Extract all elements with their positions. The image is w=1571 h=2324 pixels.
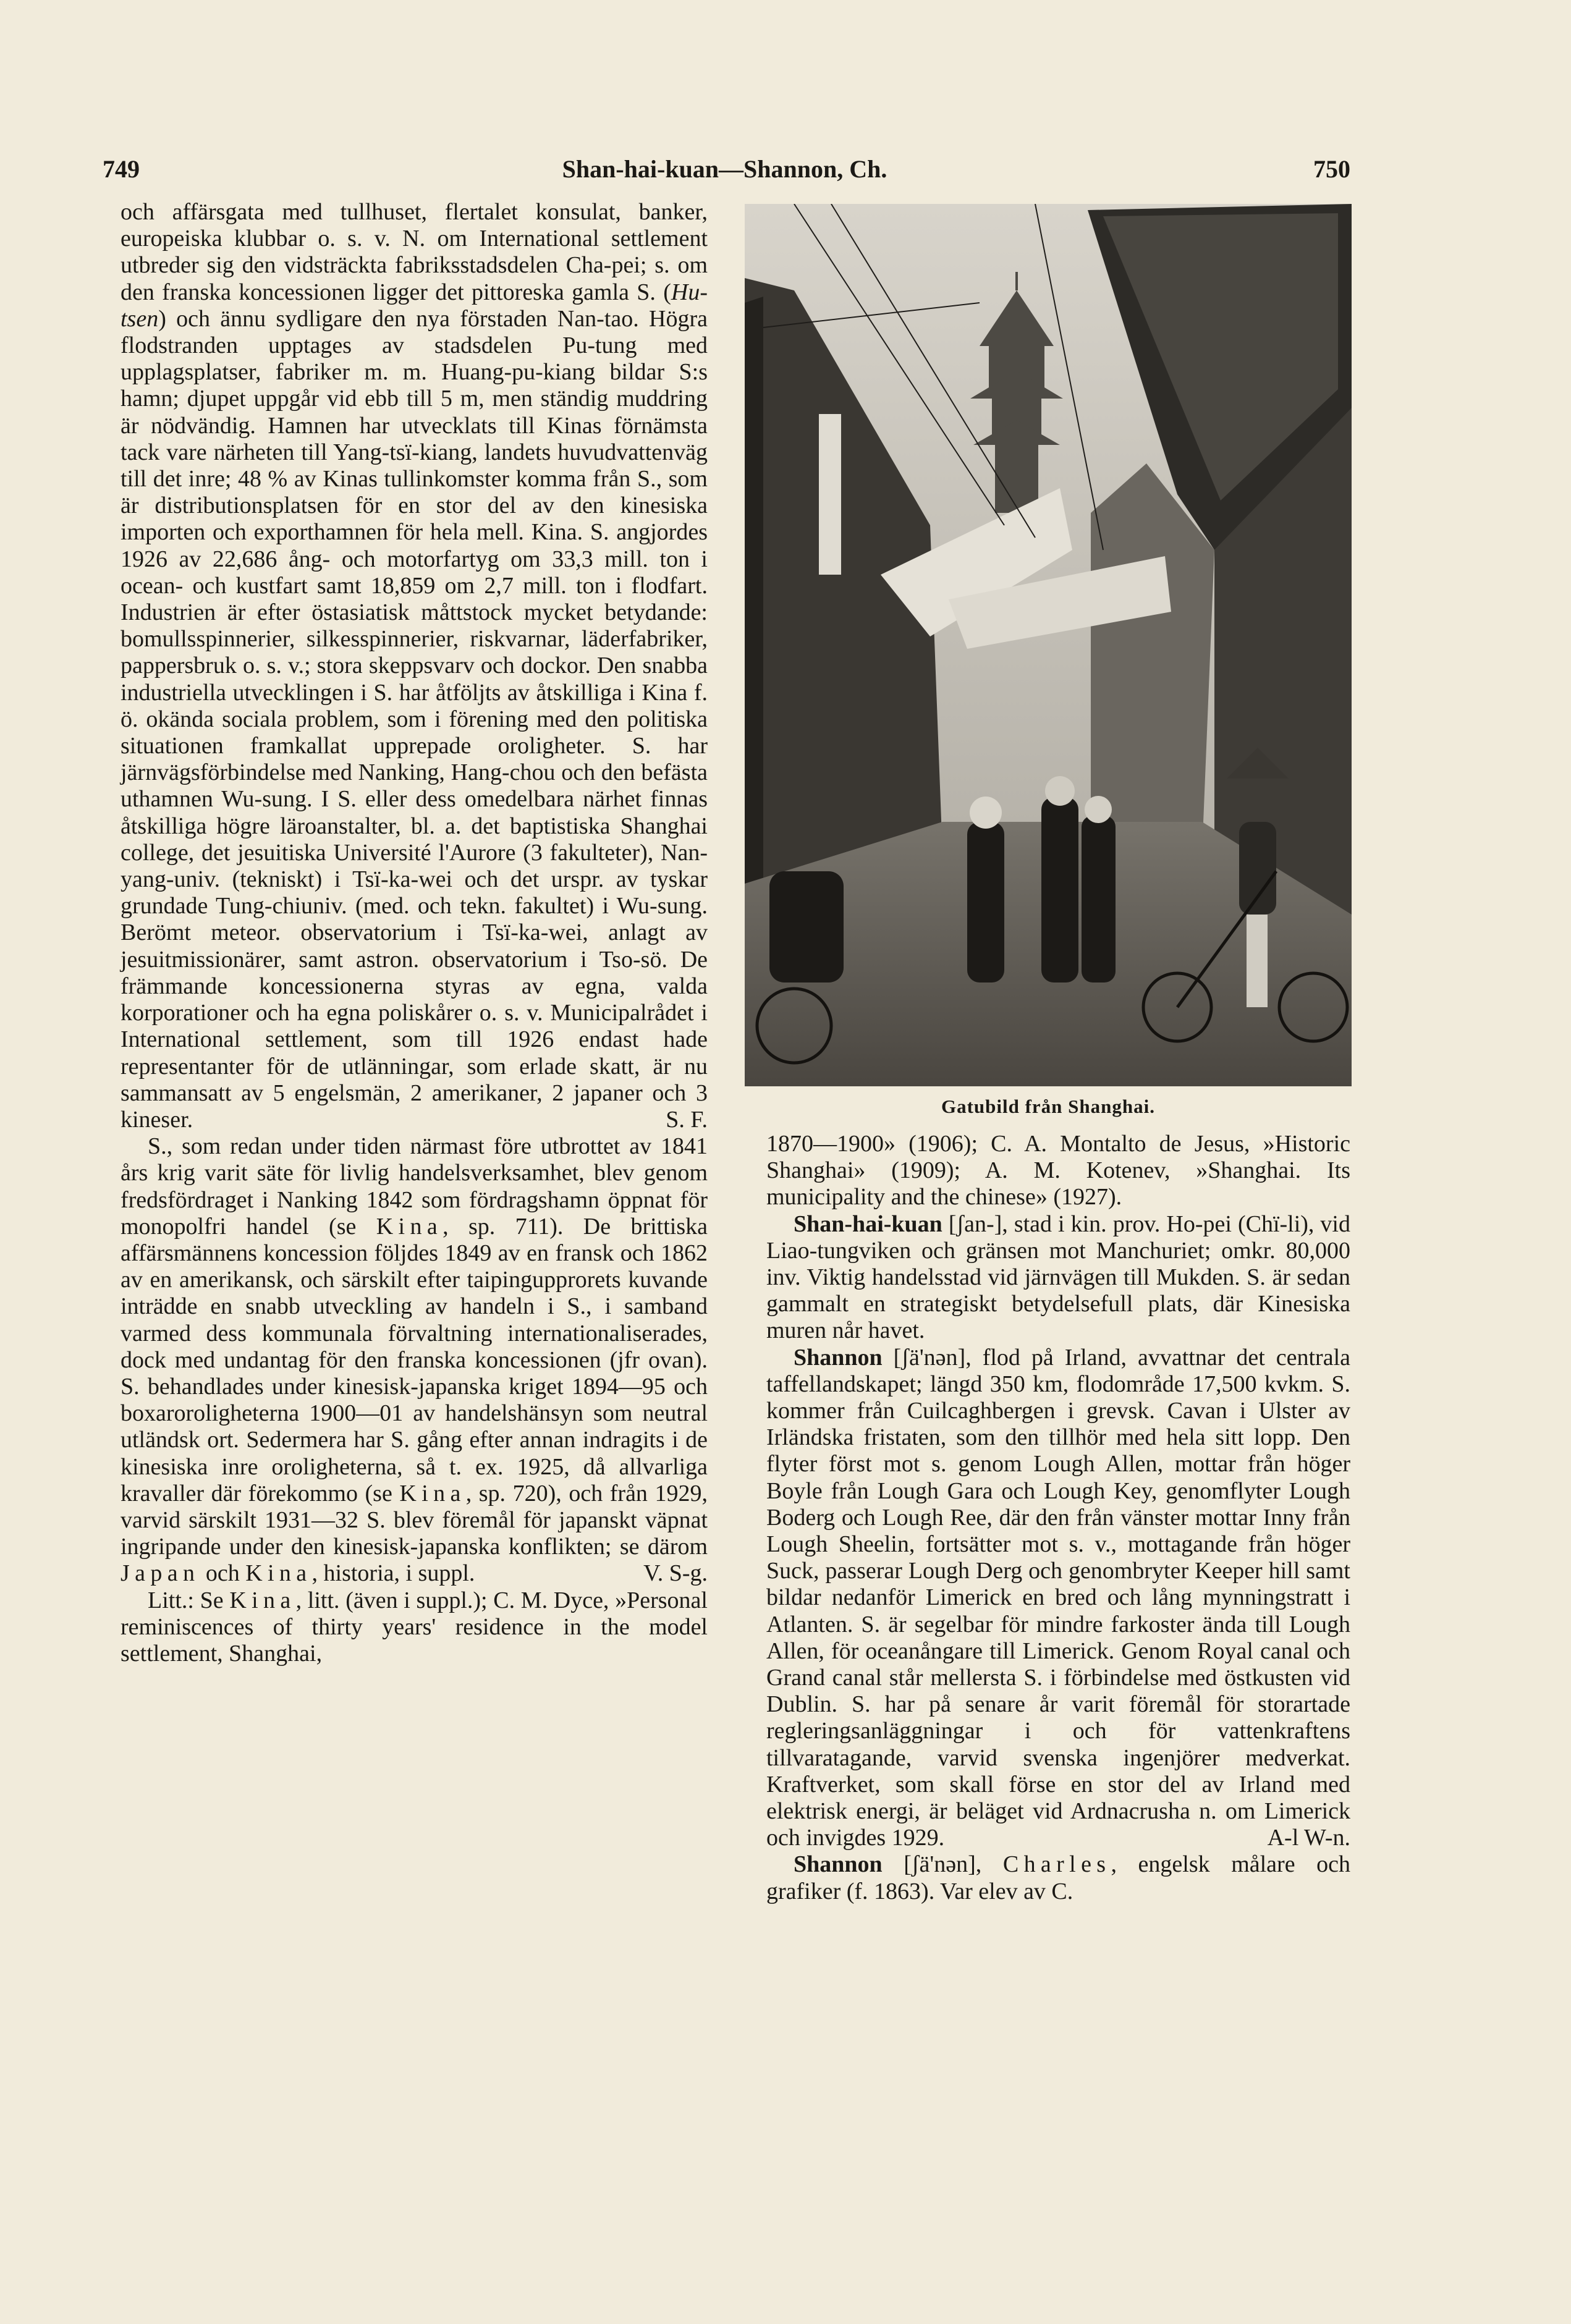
text-run: Litt.: Se — [148, 1587, 230, 1613]
paragraph-shanghai-history — [121, 1133, 708, 1587]
street-photo — [745, 204, 1352, 1086]
cross-reference: Kina — [399, 1480, 466, 1506]
paragraph-literature — [121, 1587, 708, 1668]
cross-reference: Kina — [376, 1213, 443, 1240]
text-run: , historia, i suppl. — [311, 1560, 475, 1587]
text-run: och — [200, 1560, 246, 1587]
author-signature: V. S-g. — [643, 1560, 708, 1587]
figure-caption: Gatubild från Shanghai. — [941, 1096, 1156, 1117]
italic-term: Hu-tsen — [121, 279, 708, 332]
running-head — [99, 150, 1350, 187]
text-run: och affärsgata med tullhuset, flertalet konsulat, banker, europeiska klubbar o. s. v. N. om International settlement utbreder sig den vidsträckta fabriksstadsdelen Cha-pei; s. om den franska koncessionen ligger det pittoreska gamla S. ( — [121, 199, 708, 305]
right-column — [766, 1131, 1350, 1905]
entry-shan-hai-kuan — [766, 1211, 1350, 1345]
text-run: ) och ännu sydligare den nya förstaden Nan-tao. Högra flodstranden upptages av stadsdelen Pu-tung med upplagsplatser, fabriker m. m. Huang-pu-kiang bildar S:s hamn; djupet uppgår vid ebb till 5 m, men ständig muddring är nödvändig. Hamnen har utvecklats till Kinas förnämsta tack vare närheten till Yang-tsï-kiang, landets huvudvattenväg till det inre; 48 % av Kinas tullinkomster komma från S., som är distributionsplatsen för en stor del av den kinesiska importen och exporthamnen för hela mell. Kina. S. angjordes 1926 av 22,686 ång- och motorfartyg om 33,3 mill. ton i ocean- och kustfart samt 18,859 om 2,7 mill. ton i flodfart. Industrien är efter östasiatisk måttstock mycket betydande: bomullsspinnerier, silkesspinnerier, riskvarnar, läderfabriker, pappersbruk o. s. v.; stora skeppsvarv och dockor. Den snabba industriella utvecklingen i S. har åtföljts av åtskilliga i Kina f. ö. okända sociala problem, som i förening med den politiska situationen framkallat upprepade oroligheter. S. har järnvägsförbindelse med Nanking, Hang-chou och den befästa uthamnen Wu-sung. I S. eller dess omedelbara närhet finnas åtskilliga högre läroanstalter, bl. a. det baptistiska Shanghai college, det jesuitiska Université l'Aurore (3 fakulteter), Nan-yang-univ. (tekniskt) i Tsï-ka-wei och det urspr. av tyskar grundade Tung-chiuniv. (med. och tekn. fakultet) i Wu-sung. Berömt meteor. observatorium i Tsï-ka-wei, anlagt av jesuitmissionärer, samt astron. observatorium i Tso-sö. De främmande koncessionerna styras av egna, valda korporationer och ha egna poliskårer o. s. v. Municipalrådet i International settlement, som till 1926 endast hade representanter för de utlänningar, som erlade skatt, är nu sammansatt av 5 engelsmän, 2 amerikaner, 2 japaner och 3 kineser. — [121, 305, 708, 1133]
text-run: S., som redan under tiden närmast före utbrottet av 1841 års krig varit säte för livlig handelsverksamhet, blev genom fredsfördraget i Nanking 1842 som fördragshamn öppnat för monopolfri handel (se — [121, 1133, 708, 1240]
text-run: , sp. 720), och från 1929, varvid särskilt 1931—32 S. blev föremål för japanskt väpnat ingripande under den kinesisk-japanska konflikten; se därom — [121, 1480, 708, 1560]
page-number-left: 749 — [103, 155, 140, 183]
paragraph-literature-continued: 1870—1900» (1906); C. A. Montalto de Jesus, »Historic Shanghai» (1909); A. M. Kotenev, »Shanghai. Its municipality and the chinese» (1927). — [766, 1131, 1350, 1211]
left-column — [121, 199, 708, 1667]
text-run: [ʃä'nən], — [882, 1851, 1003, 1878]
entry-headword: Shan-hai-kuan — [794, 1211, 942, 1237]
cross-reference: Kina — [245, 1560, 312, 1587]
text-run: , litt. (även i suppl.); C. M. Dyce, »Personal reminiscences of thirty years' residence in the model settlement, Shanghai, — [121, 1587, 708, 1667]
cross-reference: Kina — [229, 1587, 296, 1613]
entry-headword: Shannon — [794, 1851, 883, 1878]
text-run: , engelsk målare och grafiker (f. 1863). Var elev av C. — [766, 1851, 1350, 1904]
author-signature: S. F. — [666, 1106, 708, 1133]
text-run: [ʃan-], stad i kin. prov. Ho-pei (Chï-li), vid Liao-tungviken och gränsen mot Manchuriet; omkr. 80,000 inv. Viktig handelsstad vid järnvägen till Mukden. S. är sedan gammalt en strategiskt betydelsefull plats, där Kinesiska muren når havet. — [766, 1211, 1350, 1344]
entry-shannon-river — [766, 1345, 1350, 1852]
street-scene-illustration — [745, 204, 1352, 1086]
entry-headword: Shannon — [794, 1344, 883, 1371]
entry-shannon-charles — [766, 1851, 1350, 1904]
spaced-name: Charles — [1002, 1851, 1111, 1878]
running-title: Shan-hai-kuan—Shannon, Ch. — [562, 155, 887, 183]
cross-reference: Japan — [121, 1560, 200, 1587]
paragraph-shanghai-geography — [121, 199, 708, 1133]
text-run: , sp. 711). De brittiska affärsmännens koncession följdes 1849 av en fransk och 1862 av en amerikansk, och särskilt efter taipingupprorets kuvande inträdde en snabb utveckling av handeln i S., i samband varmed dess kommunala förvaltning internationaliserades, dock med undantag för den franska koncessionen (jfr ovan). S. behandlades under kinesisk-japanska kriget 1894—95 och boxaroroligheterna 1900—01 av handelshänsyn som neutral utländsk ort. Sedermera har S. gång efter annan indragits i de kinesiska inre oroligheterna, så t. ex. 1925, då allvarliga kravaller där förekommo (se — [121, 1213, 708, 1506]
text-run: [ʃä'nən], flod på Irland, avvattnar det centrala taffellandskapet; längd 350 km, flodområde 17,500 kvkm. S. kommer från Cuilcaghbergen i grevsk. Cavan i Ulster av Irländska fristaten, som den tillhör med hela sitt lopp. Den flyter först mot s. genom Lough Allen, mottar från höger Boyle från Lough Gara och Lough Key, genomflyter Lough Boderg och Lough Ree, där den från vänster mottar Inny från Lough Sheelin, fortsätter mot s. v., mottagande från höger Suck, passerar Lough Derg och genombryter Keeper hill samt bildar nedanför Limerick en bred och lång mynningstratt i Atlanten. S. är segelbar för mindre farkoster ända till Lough Allen, för oceanångare till Limerick. Genom Royal canal och Grand canal står mellersta S. i förbindelse med östkusten vid Dublin. S. har på senare år varit föremål för storartade regleringsanläggningar i och för vattenkraftens tillvaratagande, varvid svenska ingenjörer medverkat. Kraftverket, som skall förse en stor del av Irland med elektrisk energi, är beläget vid Ardnacrusha n. om Limerick och invigdes 1929. — [766, 1344, 1350, 1851]
page-number-right: 750 — [1313, 155, 1350, 183]
author-signature: A-l W-n. — [1267, 1825, 1350, 1851]
